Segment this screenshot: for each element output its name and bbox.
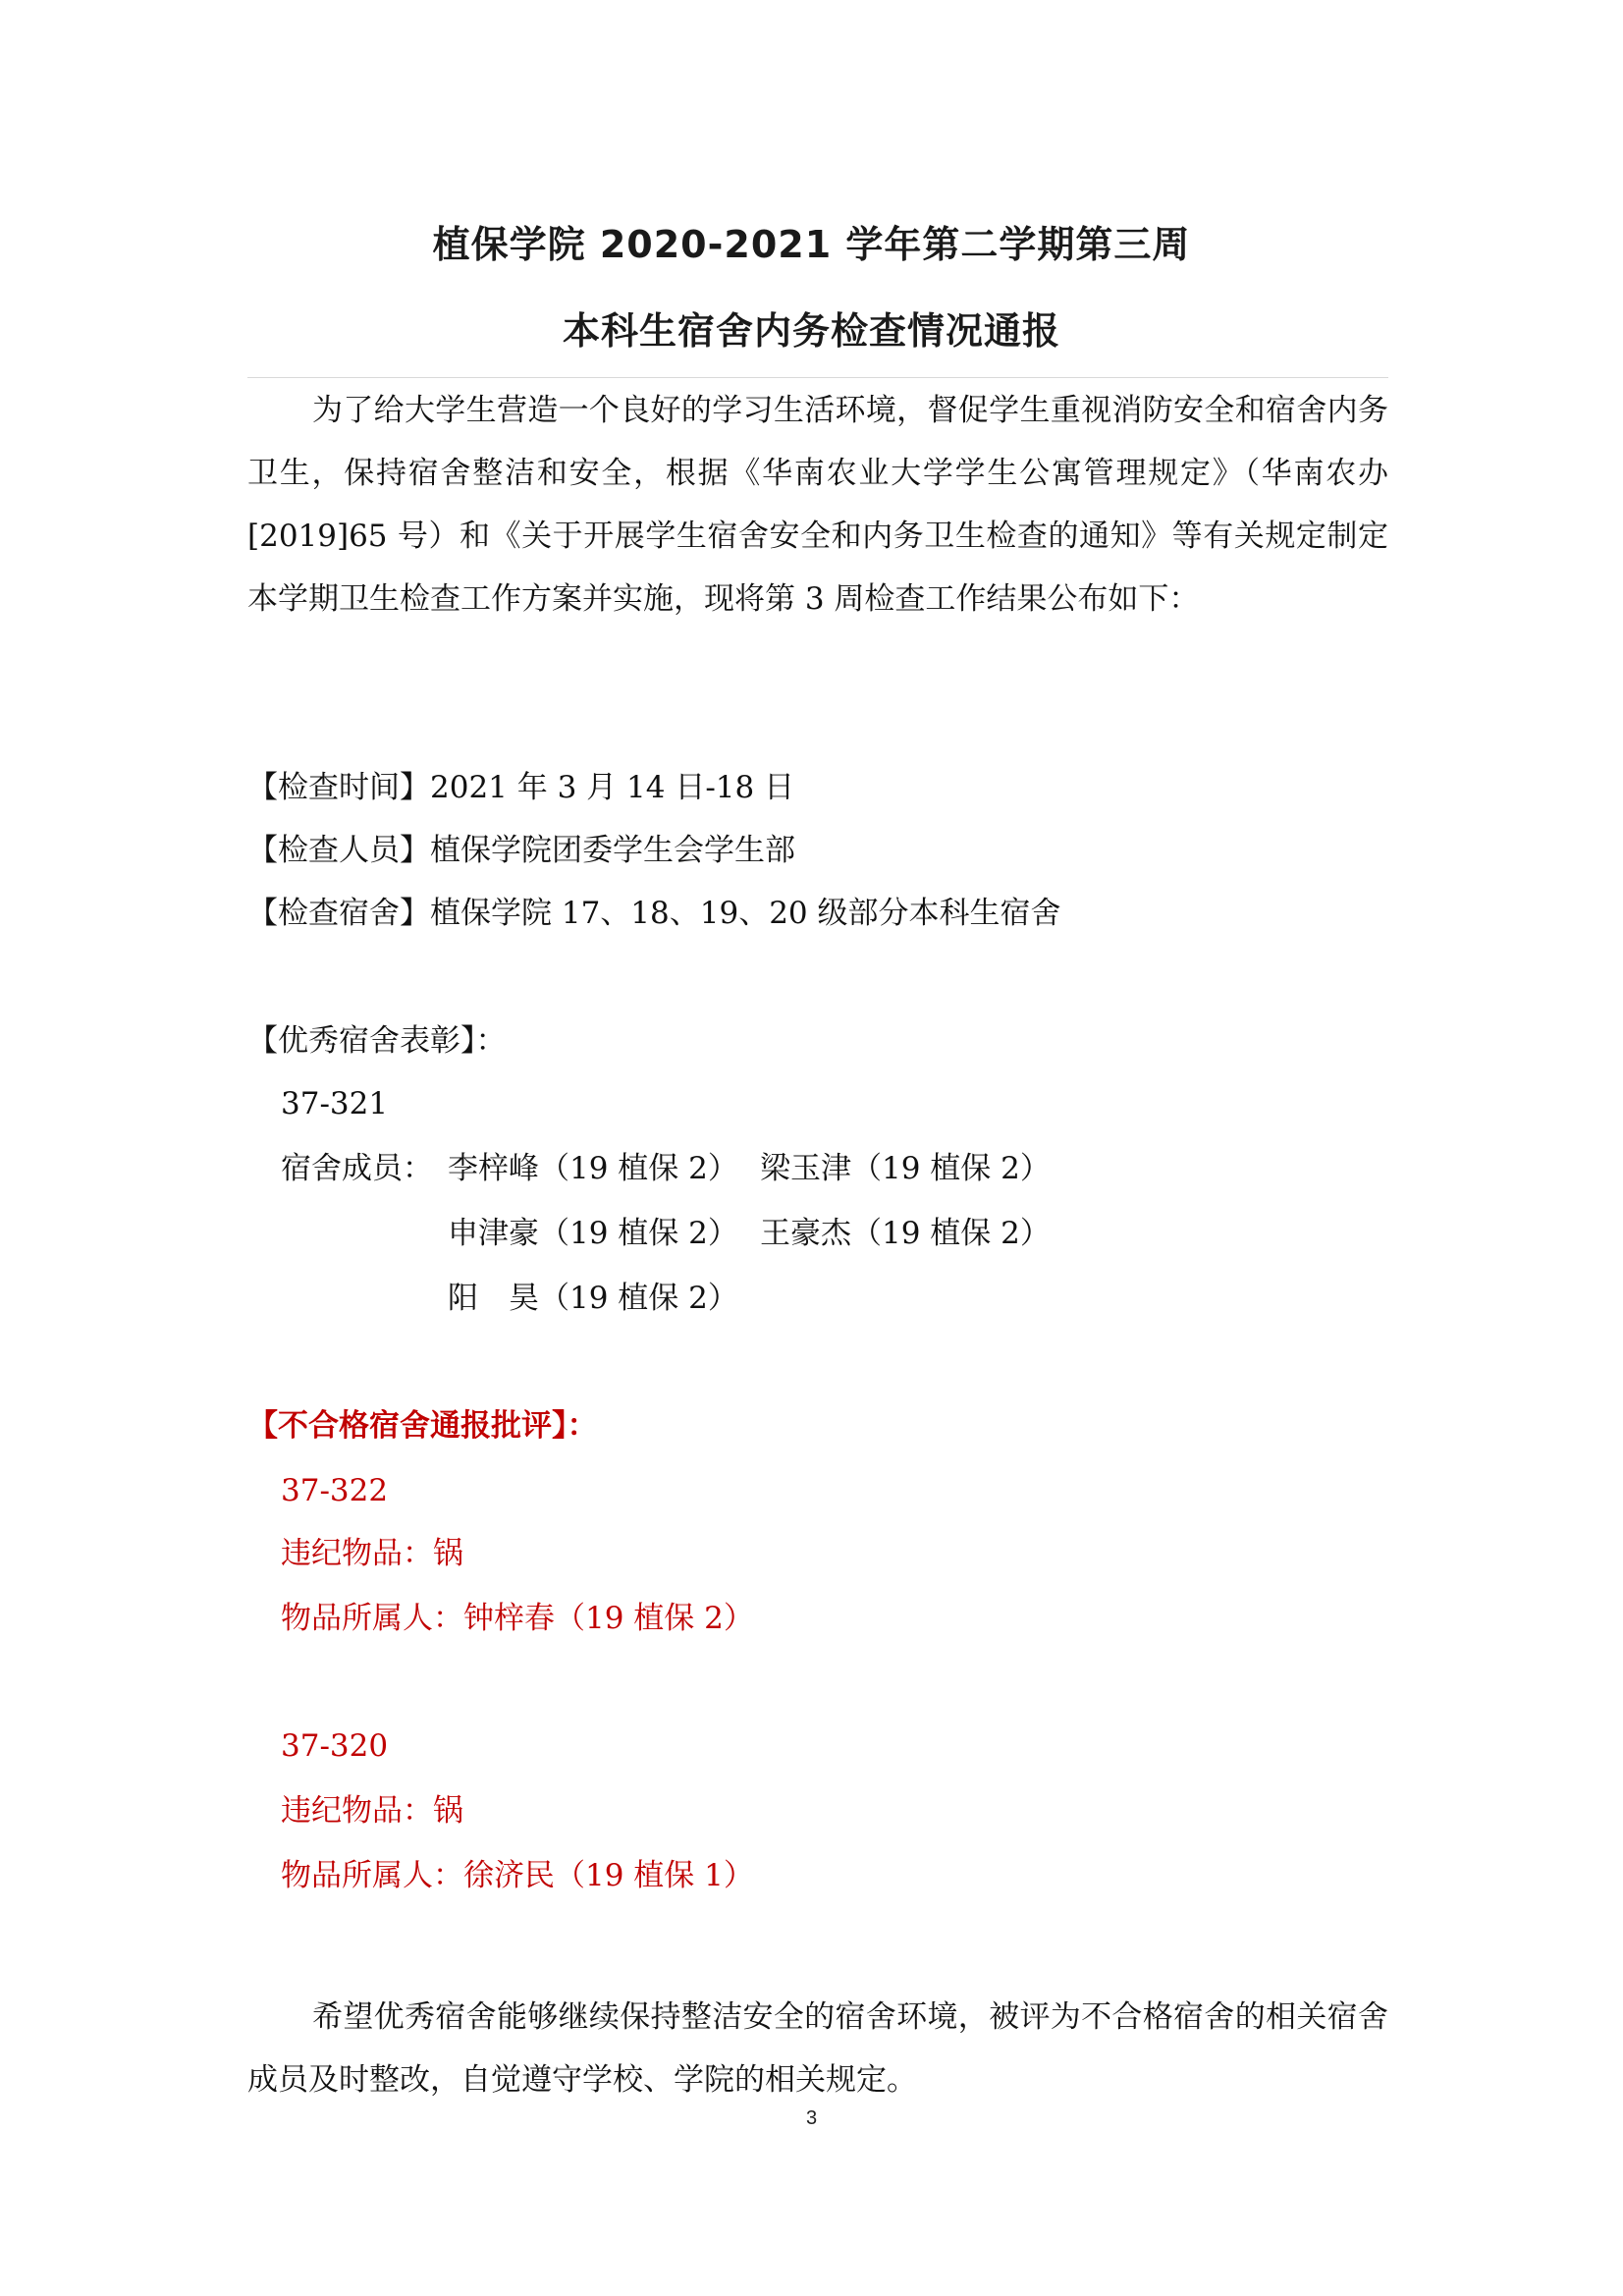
page-number: 3 (805, 2107, 818, 2129)
inspection-time: 【检查时间】2021 年 3 月 14 日-18 日 (247, 770, 795, 805)
excellent-heading: 【优秀宿舍表彰】： (247, 1023, 507, 1059)
title-divider (247, 377, 1388, 378)
member-1: 李梓峰（19 植保 2） (448, 1151, 738, 1186)
closing-paragraph: 希望优秀宿舍能够继续保持整洁安全的宿舍环境，被评为不合格宿舍的相关宿舍成员及时整改，自觉遵守学校、学院的相关规定。 (247, 1999, 1388, 2098)
member-5: 阳 昊（19 植保 2） (448, 1281, 738, 1316)
violation-item: 违纪物品：锅 (281, 1793, 463, 1829)
failed-room-number: 37-322 (281, 1473, 389, 1508)
document-title-line2: 本科生宿舍内务检查情况通报 (562, 309, 1060, 353)
document-title-line1: 植保学院 2020-2021 学年第二学期第三周 (432, 223, 1191, 266)
intro-paragraph: 为了给大学生营造一个良好的学习生活环境，督促学生重视消防安全和宿舍内务卫生，保持宿舍整洁和安全，根据《华南农业大学学生公寓管理规定》（华南农办[2019]65 号）和《关于开展学生宿舍安全和内务卫生检查的通知》等有关规定制定本学期卫生检查工作方案并实施，现将第 3 周检查工作结果公布如下： (247, 393, 1388, 617)
item-owner: 物品所属人：钟梓春（19 植保 2） (281, 1601, 754, 1636)
inspection-staff: 【检查人员】植保学院团委学生会学生部 (247, 833, 795, 868)
excellent-room-number: 37-321 (281, 1086, 389, 1121)
member-4: 王豪杰（19 植保 2） (760, 1216, 1051, 1251)
failed-heading: 【不合格宿舍通报批评】： (247, 1408, 598, 1444)
failed-room-number: 37-320 (281, 1728, 389, 1764)
member-3: 申津豪（19 植保 2） (448, 1216, 738, 1251)
item-owner: 物品所属人：徐济民（19 植保 1） (281, 1858, 754, 1893)
inspection-dorms: 【检查宿舍】植保学院 17、18、19、20 级部分本科生宿舍 (247, 896, 1061, 931)
members-label: 宿舍成员： (281, 1151, 433, 1186)
violation-item: 违纪物品：锅 (281, 1536, 463, 1571)
member-2: 梁玉津（19 植保 2） (760, 1151, 1051, 1186)
